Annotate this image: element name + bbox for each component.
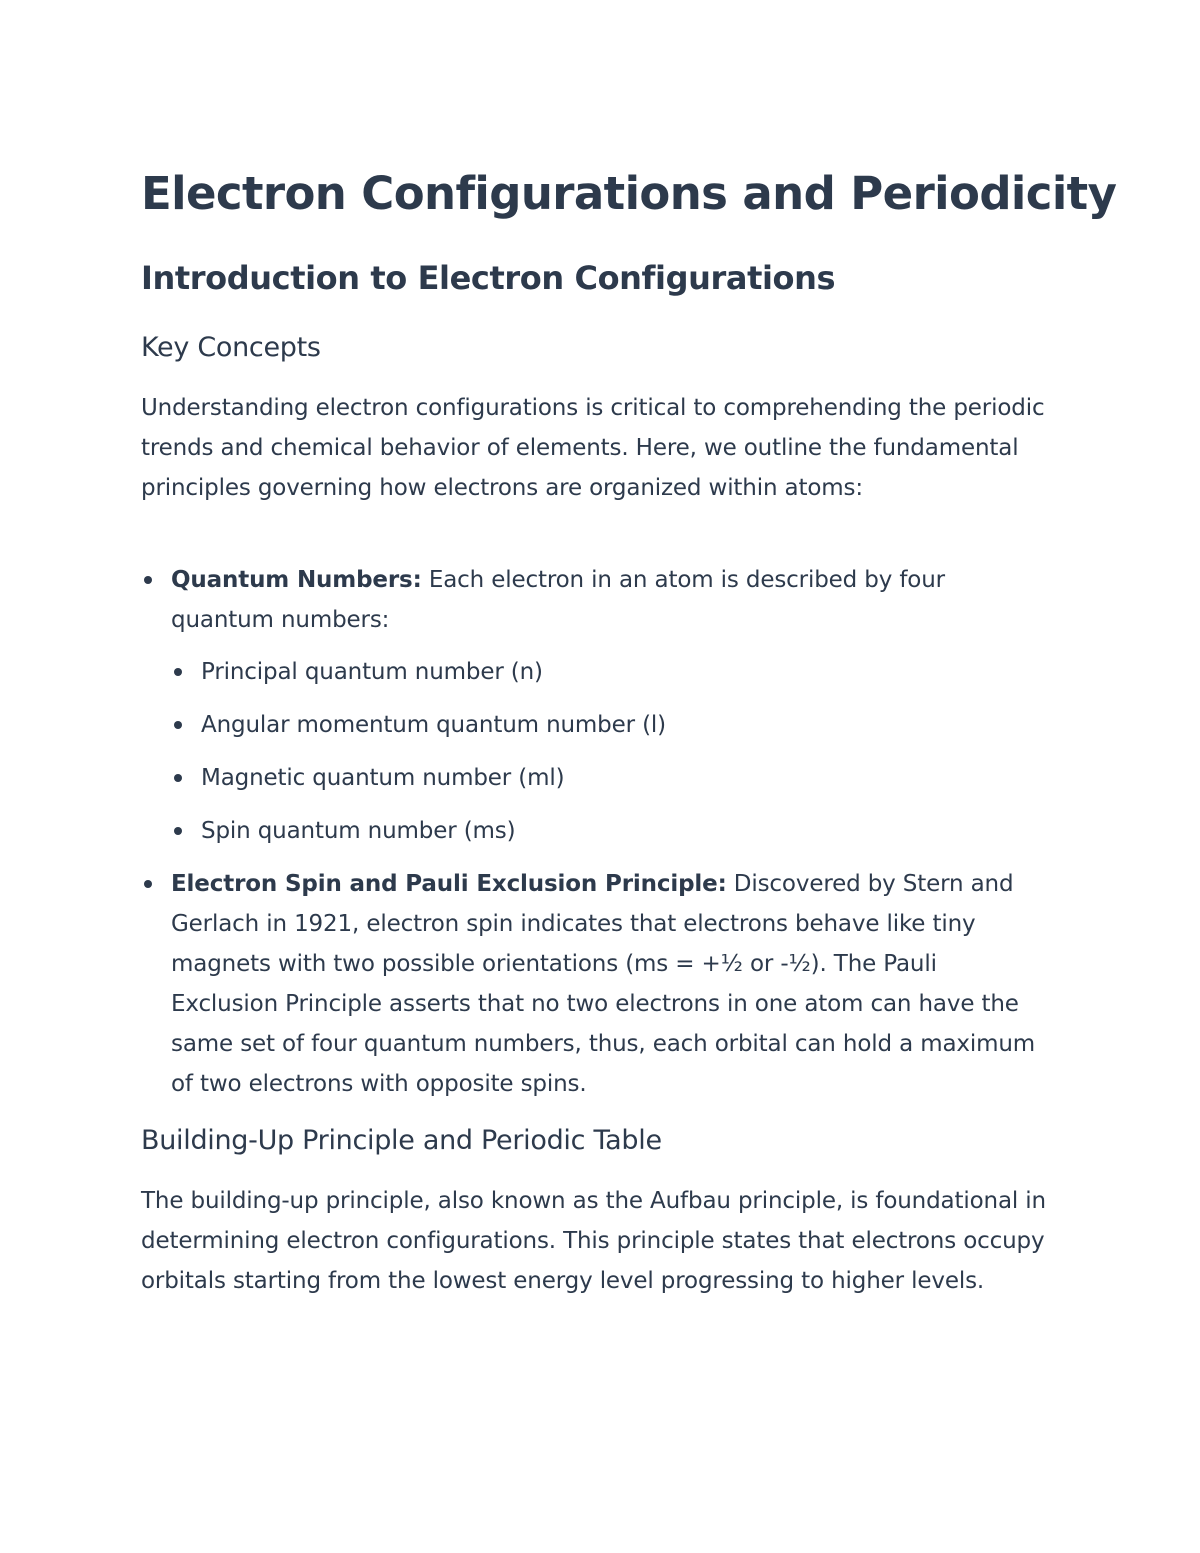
- concepts-list: [141, 560, 1046, 1104]
- building-up-paragraph: The building-up principle, also known as the Aufbau principle, is foundational in determining electron configurations. This principle states that electrons occupy orbitals starting from the lowest energy level progressing to higher levels.: [141, 1188, 1046, 1294]
- page-title: Electron Configurations and Periodicity: [141, 167, 1117, 220]
- sublist-item-text: Principal quantum number (n): [201, 659, 543, 685]
- bullet-icon: [174, 774, 182, 782]
- sublist-item: [171, 811, 1046, 851]
- quantum-numbers-text: Each electron in an atom is described by four quantum numbers:: [171, 567, 945, 633]
- bullet-icon: [144, 880, 152, 888]
- bullet-icon: [174, 827, 182, 835]
- section-heading: Introduction to Electron Configurations: [141, 259, 836, 297]
- sublist-item: [171, 705, 1046, 745]
- bullet-icon: [144, 576, 152, 584]
- term-electron-spin: Electron Spin and Pauli Exclusion Principle:: [171, 871, 727, 897]
- list-item-quantum-numbers: [141, 560, 1046, 851]
- sublist-item-text: Magnetic quantum number (ml): [201, 765, 565, 791]
- intro-paragraph: Understanding electron configurations is critical to comprehending the periodic trends and chemical behavior of elements. Here, we outline the fundamental principles governing how electrons are organized within atoms:: [141, 395, 1045, 501]
- electron-spin-text: Discovered by Stern and Gerlach in 1921, electron spin indicates that electrons behave like tiny magnets with two possible orientations (ms = +½ or -½). The Pauli Exclusion Principle asserts that no two electrons in one atom can have the same set of four quantum numbers, thus, each orbital can hold a maximum of two electrons with opposite spins.: [171, 871, 1036, 1097]
- sublist-item-text: Spin quantum number (ms): [201, 818, 516, 844]
- building-up-heading: Building-Up Principle and Periodic Table: [141, 1125, 662, 1156]
- bullet-icon: [174, 721, 182, 729]
- sublist-item: [171, 652, 1046, 692]
- term-quantum-numbers: Quantum Numbers:: [171, 567, 422, 593]
- key-concepts-heading: Key Concepts: [141, 332, 321, 363]
- list-item-electron-spin: [141, 864, 1046, 1104]
- sublist-item: [171, 758, 1046, 798]
- bullet-icon: [174, 668, 182, 676]
- sublist-item-text: Angular momentum quantum number (l): [201, 712, 666, 738]
- quantum-numbers-sublist: [171, 652, 1046, 851]
